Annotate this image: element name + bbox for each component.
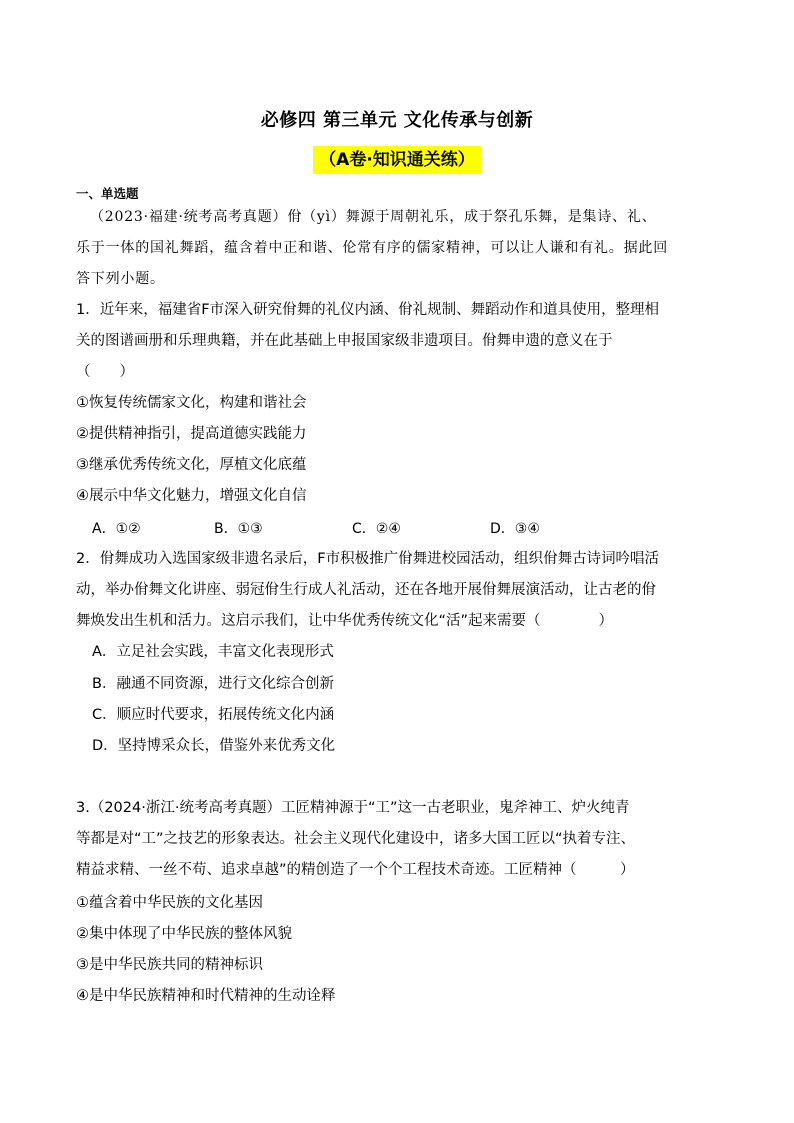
question-stem-line: 关的图谱画册和乐理典籍，并在此基础上申报国家级非遗项目。佾舞申遗的意义在于 xyxy=(76,333,613,349)
question-stem-line: 精益求精、一丝不苟、追求卓越”的精创造了一个个工程技术奇迹。工匠精神（ ） xyxy=(76,862,635,878)
statement-item: ①恢复传统儒家文化，构建和谐社会 xyxy=(76,395,307,411)
statement-item: ④展示中华文化魅力，增强文化自信 xyxy=(76,488,307,504)
question-stem-line: 等都是对“工”之技艺的形象表达。社会主义现代化建设中，诸多大国工匠以“执着专注、 xyxy=(76,831,636,847)
option-b: B．①③ xyxy=(214,521,263,537)
statement-item: ②提供精神指引，提高道德实践能力 xyxy=(76,426,307,442)
statement-item: ①蕴含着中华民族的文化基因 xyxy=(76,895,263,911)
option-d: D．③④ xyxy=(490,521,540,537)
option-b: B．融通不同资源，进行文化综合创新 xyxy=(92,676,334,692)
option-c: C．②④ xyxy=(352,521,401,537)
intro-line: （2023·福建·统考高考真题）佾（yì）舞源于周朝礼乐，成于祭孔乐舞，是集诗、礼、 xyxy=(90,209,657,225)
intro-line: 乐于一体的国礼舞蹈，蕴含着中正和谐、伦常有序的儒家精神，可以让人谦和有礼。据此回 xyxy=(76,240,668,256)
question-stem-line: 动，举办佾舞文化讲座、弱冠佾生行成人礼活动，还在各地开展佾舞展演活动，让古老的佾 xyxy=(76,582,656,598)
page-title: 必修四 第三单元 文化传承与创新 xyxy=(260,110,534,131)
question-stem-line: 2．佾舞成功入选国家级非遗名录后，F市积极推广佾舞进校园活动，组织佾舞古诗词吟唱活 xyxy=(76,551,660,567)
option-c: C．顺应时代要求，拓展传统文化内涵 xyxy=(92,707,335,723)
section-heading: 一、单选题 xyxy=(76,186,139,201)
question-stem-line: 舞焕发出生机和活力。这启示我们，让中华优秀传统文化“活”起来需要（ ） xyxy=(76,613,614,629)
statement-item: ③是中华民族共同的精神标识 xyxy=(76,957,263,973)
statement-item: ②集中体现了中华民族的整体风貌 xyxy=(76,926,292,942)
option-a: A．立足社会实践，丰富文化表现形式 xyxy=(92,644,334,660)
intro-line: 答下列小题。 xyxy=(76,271,165,287)
statement-item: ④是中华民族精神和时代精神的生动诠释 xyxy=(76,988,336,1004)
statement-item: ③继承优秀传统文化，厚植文化底蕴 xyxy=(76,457,307,473)
option-d: D．坚持博采众长，借鉴外来优秀文化 xyxy=(92,738,336,754)
question-stem-line: 3.（2024·浙江·统考高考真题）工匠精神源于“工”这一古老职业，鬼斧神工、炉火纯青 xyxy=(76,800,630,816)
question-stem-line: 1．近年来，福建省F市深入研究佾舞的礼仪内涵、佾礼规制、舞蹈动作和道具使用，整理相 xyxy=(76,302,660,318)
answer-bracket: （ ） xyxy=(76,364,134,380)
option-a: A．①② xyxy=(92,521,141,537)
options-row xyxy=(92,518,592,538)
page-subtitle: （A卷·知识通关练） xyxy=(313,146,481,174)
subtitle-wrapper xyxy=(0,146,794,174)
